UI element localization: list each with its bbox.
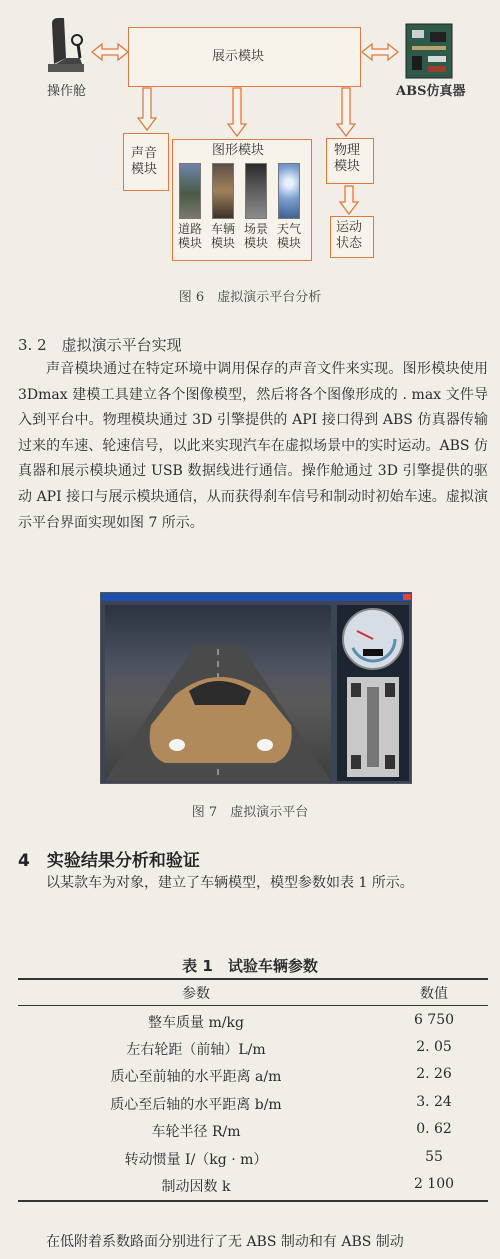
- table-top-rule: [18, 978, 488, 980]
- road-thumbnail: [179, 163, 201, 219]
- table-header-param: 参数: [182, 986, 210, 1002]
- car-render: [105, 605, 331, 781]
- table-cell-param: 左右轮距（前轴）L/m: [126, 1042, 266, 1058]
- sound-module-label: 声音 模块: [131, 146, 158, 178]
- table-header-value: 数值: [420, 986, 448, 1002]
- speed-gauge-and-chassis: [337, 605, 409, 781]
- cockpit-label: 操作舱: [47, 84, 87, 99]
- physics-module-label: 物理 模块: [334, 143, 361, 175]
- road-module-label: 道路模块: [178, 222, 203, 250]
- table-cell-param: 质心至后轴的水平距离 b/m: [110, 1097, 282, 1113]
- table-cell-value: 2 100: [413, 1176, 455, 1192]
- table-1-title: 表 1 试验车辆参数: [182, 957, 318, 975]
- graphics-module-label: 图形模块: [212, 143, 265, 158]
- 3d-scene-view: [105, 605, 331, 781]
- vehicle-module-label: 车辆模块: [211, 222, 236, 250]
- table-cell-value: 6 750: [413, 1012, 455, 1028]
- continuation-text: 在低附着系数路面分别进行了无 ABS 制动和有 ABS 制动: [46, 1234, 404, 1250]
- display-module-label: 展示模块: [212, 49, 265, 64]
- section-4-heading: 4 实验结果分析和验证: [18, 851, 200, 871]
- virtual-platform-screenshot: [100, 592, 412, 784]
- table-cell-param: 车轮半径 R/m: [151, 1124, 241, 1140]
- table-cell-param: 转动惯量 I/（kg · m）: [124, 1152, 268, 1168]
- table-cell-param: 制动因数 k: [161, 1179, 231, 1195]
- motion-state-label: 运动 状态: [336, 220, 363, 252]
- table-cell-param: 质心至前轴的水平距离 a/m: [110, 1069, 282, 1085]
- scene-module-label: 场景模块: [244, 222, 269, 250]
- table-header-rule: [18, 1005, 488, 1006]
- figure-7-caption: 图 7 虚拟演示平台: [191, 805, 309, 820]
- cockpit-seat-icon: [44, 14, 88, 80]
- scene-thumbnail: [245, 163, 267, 219]
- table-cell-value: 55: [425, 1149, 443, 1165]
- table-cell-param: 整车质量 m/kg: [148, 1015, 244, 1031]
- section-4-body: 以某款车为对象，建立了车辆模型，模型参数如表 1 所示。: [46, 875, 414, 891]
- weather-thumbnail: [278, 163, 300, 219]
- table-cell-value: 2. 05: [416, 1039, 452, 1055]
- section-3-2-body: 声音模块通过在特定环境中调用保存的声音文件来实现。图形模块使用 3Dmax 建模工具建立各个图像模型，然后将各个图像形成的 . max 文件导入到平台中。物理模块通过 3D 引擎提供的 API 接口得到 ABS 仿真器传输过来的车速、轮速信号，以此来实现汽车在虚拟场景中的实时运动。ABS 仿真器和展示模块通过 USB 数据线进行通信。操作舱通过 3D 引擎提供的驱动 API 接口与展示模块通信，从而获得刹车信号和制动时初始车速。虚拟演示平台界面实现如图 7 所示。: [18, 361, 488, 531]
- abs-simulator-label: ABS仿真器: [396, 84, 466, 99]
- weather-module-label: 天气模块: [277, 222, 302, 250]
- table-cell-value: 2. 26: [416, 1066, 452, 1082]
- figure-6-caption: 图 6 虚拟演示平台分析: [178, 290, 322, 305]
- table-cell-value: 0. 62: [416, 1121, 452, 1137]
- section-3-2-heading: 3. 2 虚拟演示平台实现: [18, 336, 182, 354]
- table-bottom-rule: [18, 1200, 488, 1202]
- dashboard-panel: [337, 605, 409, 781]
- close-icon: [403, 594, 411, 600]
- vehicle-thumbnail: [212, 163, 234, 219]
- window-titlebar: [101, 593, 412, 601]
- abs-board-icon: [404, 22, 454, 80]
- table-cell-value: 3. 24: [416, 1094, 452, 1110]
